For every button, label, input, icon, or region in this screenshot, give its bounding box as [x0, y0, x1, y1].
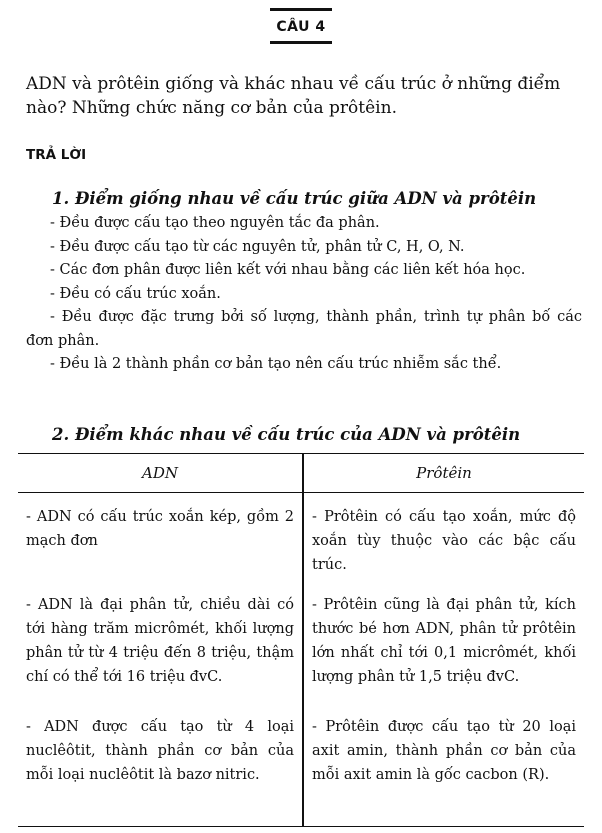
column-divider [302, 454, 304, 826]
table-cell-protein: - Prôtêin có cấu tạo xoắn, mức độ xoắn tùy thuộc vào các bậc cấu trúc. [312, 509, 576, 573]
section-2-title: 2. Điểm khác nhau về cấu trúc của ADN và prôtêin [52, 425, 521, 444]
section-1-items [26, 212, 582, 377]
answer-heading: TRẢ LỜI [26, 147, 87, 163]
question-text: ADN và prôtêin giống và khác nhau về cấu trúc ở những điểm nào? Những chức năng cơ bản của prôtêin. [26, 74, 561, 118]
similarity-item: - Đều được cấu tạo từ các nguyên tử, phân tử C, H, O, N. [50, 238, 465, 255]
table-cell-adn: - ADN là đại phân tử, chiều dài có tới hàng trăm micrômét, khối lượng phân tử từ 4 triệu đến 8 triệu, thậm chí có thể tới 16 triệu đvC. [26, 597, 294, 685]
comparison-table [18, 453, 584, 827]
table-cell-adn: - ADN có cấu trúc xoắn kép, gồm 2 mạch đơn [26, 509, 294, 549]
title-rule-bottom [270, 41, 332, 44]
similarity-item: - Đều là 2 thành phần cơ bản tạo nên cấu trúc nhiễm sắc thể. [50, 356, 502, 372]
title-rule-top [270, 8, 332, 11]
similarity-item: - Đều có cấu trúc xoắn. [50, 285, 221, 302]
similarity-item: - Đều được đặc trưng bởi số lượng, thành phần, trình tự phân bố các đơn phân. [26, 309, 582, 349]
table-cell-protein: - Prôtêin cũng là đại phân tử, kích thước bé hơn ADN, phân tử prôtêin lớn nhất chỉ tới 0,1 micrômét, khối lượng phân tử 1,5 triệu đvC. [312, 597, 576, 685]
table-header-row [18, 454, 584, 493]
similarity-item: - Đều được cấu tạo theo nguyên tắc đa phân. [50, 215, 380, 231]
table-cell-adn: - ADN được cấu tạo từ 4 loại nuclêôtit, thành phần cơ bản của mỗi loại nuclêôtit là bazơ nitric. [26, 719, 294, 783]
question-number-block [0, 8, 602, 44]
similarity-item: - Các đơn phân được liên kết với nhau bằng các liên kết hóa học. [50, 262, 526, 278]
column-header-protein: Prôtêin [416, 464, 472, 482]
section-1-title: 1. Điểm giống nhau về cấu trúc giữa ADN và prôtêin [52, 189, 537, 208]
table-cell-protein: - Prôtêin được cấu tạo từ 20 loại axit amin, thành phần cơ bản của mỗi axit amin là gốc cacbon (R). [312, 719, 576, 783]
question-number: CÂU 4 [276, 19, 326, 35]
column-header-adn: ADN [142, 464, 178, 482]
